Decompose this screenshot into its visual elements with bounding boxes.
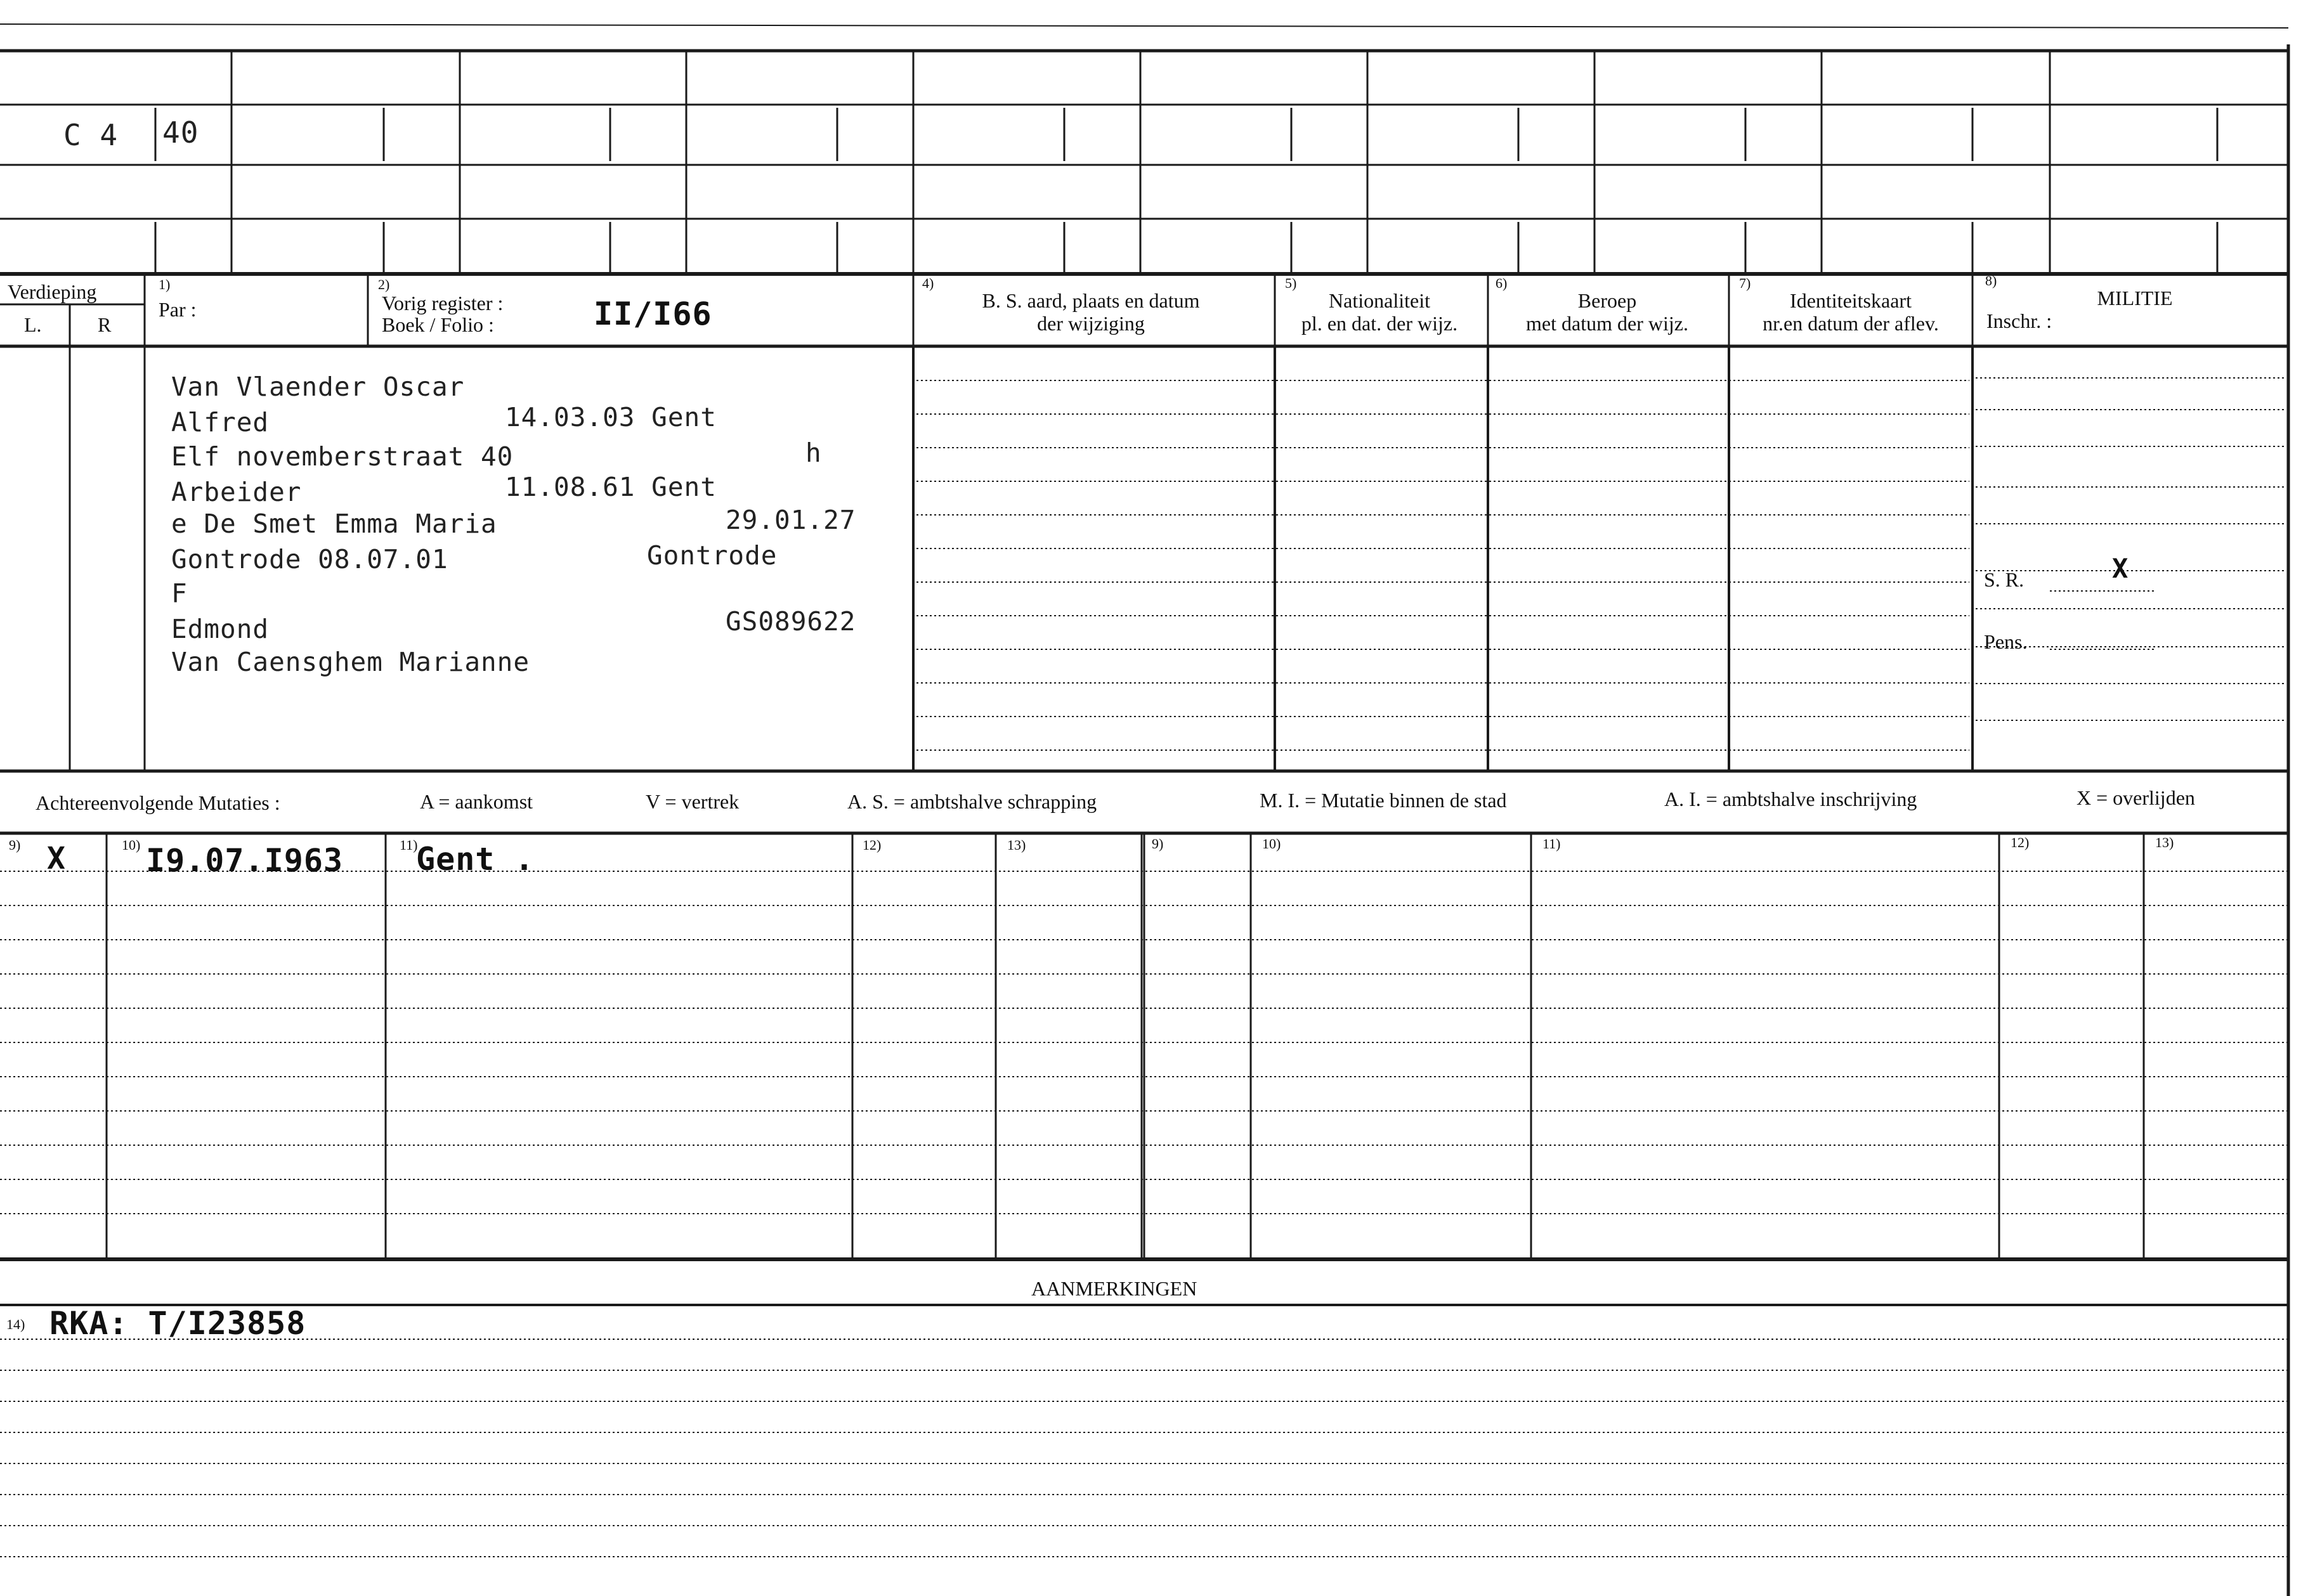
remarks-num: 14) [6,1316,25,1332]
person-address-mark: h [805,438,822,468]
mutaties-title: Achtereenvolgende Mutaties : [36,791,280,814]
col4-num: 4) [922,275,934,291]
col1-num: 1) [159,276,171,292]
person-father: Edmond [171,614,270,644]
top-edge-line [0,24,2288,28]
mut-right-h9: 9) [1152,836,1164,852]
mut-left-h9: 9) [9,837,21,853]
person-spouse: e De Smet Emma Maria [171,509,497,539]
legend-overlijden: X = overlijden [2077,786,2195,809]
person-firstname: Alfred [171,407,270,438]
col7-label2: nr.en datum der aflev. [1763,312,1939,335]
remarks-text: RKA: T/I23858 [49,1305,306,1342]
person-spouse-date: 29.01.27 [726,505,856,535]
mut-right-h12: 12) [2011,834,2030,850]
militie-inschr-label: Inschr. : [1986,309,2052,332]
militie-label: MILITIE [2097,287,2173,309]
verdieping-right: R [98,313,112,336]
mutation-type: X [47,841,65,876]
mut-left-h13: 13) [1007,837,1026,853]
col6-label2: met datum der wijz. [1526,312,1688,335]
legend-schrapping: A. S. = ambtshalve schrapping [847,790,1097,813]
sr-value: X [2112,553,2129,584]
mut-right-h11: 11) [1542,836,1561,852]
col2-num: 2) [378,276,390,292]
sr-label: S. R. [1984,568,2024,591]
col5-num: 5) [1285,275,1297,291]
col8-num: 8) [1985,273,1997,289]
person-occupation: Arbeider [171,477,302,507]
col5-label1: Nationaliteit [1329,289,1430,312]
person-address: Elf novemberstraat 40 [171,441,514,472]
mut-left-h10: 10) [122,837,141,853]
col6-num: 6) [1496,275,1508,291]
person-occupation-date: 11.08.61 Gent [505,472,717,502]
col2-label2: Boek / Folio : [382,313,494,336]
person-marriage-place: Gontrode [647,540,778,571]
mutation-place: Gent . [416,841,535,878]
mut-left-h11: 11) [400,837,418,853]
col4-label1: B. S. aard, plaats en datum [982,289,1200,312]
col4-label2: der wijziging [1037,312,1145,335]
col7-num: 7) [1739,275,1751,291]
pens-label: Pens. [1984,630,2028,653]
person-birth: 14.03.03 Gent [505,402,717,432]
legend-aankomst: A = aankomst [420,790,533,813]
mut-right-h10: 10) [1262,836,1281,852]
person-marriage: Gontrode 08.07.01 [171,544,448,574]
col6-label1: Beroep [1577,289,1637,312]
legend-mutatie-stad: M. I. = Mutatie binnen de stad [1260,789,1507,812]
col5-label2: pl. en dat. der wijz. [1301,312,1458,335]
top-code: C 4 [63,118,119,152]
verdieping-left: L. [24,313,42,336]
person-id-number: GS089622 [726,606,856,637]
col2-label1: Vorig register : [382,292,504,315]
person-mother: Van Caensghem Marianne [171,647,530,677]
top-number: 40 [162,115,199,150]
mut-left-h12: 12) [863,837,882,853]
col7-label1: Identiteitskaart [1790,289,1912,312]
previous-register-value: II/I66 [594,295,712,332]
verdieping-label: Verdieping [8,280,97,303]
mut-right-h13: 13) [2155,834,2174,850]
person-surname: Van Vlaender Oscar [171,372,465,402]
remarks-title: AANMERKINGEN [1031,1277,1197,1300]
legend-inschrijving: A. I. = ambtshalve inschrijving [1664,788,1917,810]
legend-vertrek: V = vertrek [646,790,740,813]
person-line7: F [171,578,188,609]
mutation-date: I9.07.I963 [146,842,344,879]
col1-label: Par : [159,298,197,321]
